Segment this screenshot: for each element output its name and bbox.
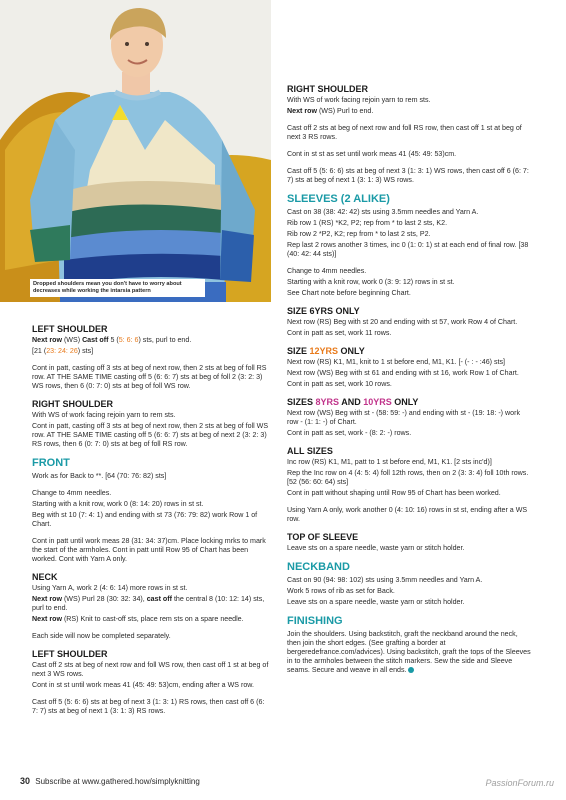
subscribe-link[interactable]: Subscribe at www.gathered.how/simplyknitting: [35, 777, 200, 786]
sweater-photo: [0, 0, 271, 302]
sizes-8-10yrs-heading: SIZES 8YRS AND 10YRS ONLY: [287, 397, 419, 407]
right-shoulder-shaping: Cont in patt, casting off 3 sts at beg of next row, then 2 sts at beg of foll WS row. AT THE SAME TIME casting off 5 (6: 6: 7) sts at beg of next 2 (3: 2: 3) RS rows, then 6 (0: 7: 0) sts at beg of foll RS row.: [32, 422, 269, 448]
sizes-8-10yrs-cont: Cont in patt as set, work - (8: 2: -) rows.: [287, 429, 412, 437]
size-12yrs-heading: SIZE 12YRS ONLY: [287, 346, 365, 356]
end-mark-icon: [408, 667, 414, 673]
right-shoulder-heading: RIGHT SHOULDER: [32, 399, 113, 409]
right-shoulder-2-next-row: Next row (WS) Purl to end.: [287, 107, 374, 115]
right-column: [287, 84, 533, 683]
neck-separately: Each side will now be completed separately.: [32, 632, 171, 640]
left-shoulder-2-heading: LEFT SHOULDER: [32, 649, 108, 659]
left-shoulder-2-st-st: Cont in st st until work meas 41 (45: 49: 53)cm, ending after a WS row.: [32, 681, 254, 689]
photo-caption: Dropped shoulders mean you don't have to worry about decreases while working the intarsia pattern: [30, 279, 205, 297]
size-12yrs-next-row-ws: Next row (WS) Beg with st 61 and ending with st 16, work Row 1 of Chart.: [287, 369, 519, 377]
sleeves-st-st: Starting with a knit row, work 0 (3: 9: 12) rows in st st.: [287, 278, 455, 286]
front-change-needles: Change to 4mm needles.: [32, 489, 112, 497]
right-shoulder-2-final: Cast off 5 (5: 6: 6) sts at beg of next 3 (1: 3: 1) WS rows, then cast off 6 (6: 7: 7) sts at beg of next 1 (3: 1: 3) WS rows.: [287, 167, 529, 184]
sleeves-change-needles: Change to 4mm needles.: [287, 267, 367, 275]
left-shoulder-shaping: Cont in patt, casting off 3 sts at beg of next row, then 2 sts at beg of foll RS row. AT THE SAME TIME casting off 5 (6: 6: 7) sts at beg of foll 2 (3: 2: 3) WS rows, then 6 (0: 7: 0) sts at beg of foll WS row.: [32, 364, 267, 390]
front-intro: Work as for Back to **. [64 (70: 76: 82) sts]: [32, 472, 167, 480]
neckband-cast-on: Cast on 90 (94: 98: 102) sts using 3.5mm needles and Yarn A.: [287, 576, 483, 584]
sleeves-chart-note: See Chart note before beginning Chart.: [287, 289, 411, 297]
all-sizes-heading: ALL SIZES: [287, 446, 333, 456]
sleeves-heading: SLEEVES (2 ALIKE): [287, 193, 390, 205]
finishing-heading: FINISHING: [287, 615, 343, 627]
size-6yrs-cont: Cont in patt as set, work 11 rows.: [287, 329, 392, 337]
right-shoulder-2-rejoin: With WS of work facing rejoin yarn to rem sts.: [287, 96, 431, 104]
watermark: PassionForum.ru: [485, 778, 554, 788]
size-12yrs-next-row-rs: Next row (RS) K1, M1, knit to 1 st before end, M1, K1. [- (- : - :46) sts]: [287, 358, 506, 366]
size-6yrs-next-row: Next row (RS) Beg with st 20 and ending with st 57, work Row 4 of Chart.: [287, 318, 518, 326]
neck-next-row-rs: Next row (RS) Knit to cast-off sts, place rem sts on a spare needle.: [32, 615, 244, 623]
front-st-st: Starting with a knit row, work 0 (8: 14: 20) rows in st st.: [32, 500, 204, 508]
size-12yrs-cont: Cont in patt as set, work 10 rows.: [287, 380, 392, 388]
left-shoulder-heading: LEFT SHOULDER: [32, 324, 108, 334]
left-shoulder-next-row: Next row (WS) Cast off 5 (5: 6: 6) sts, purl to end.: [32, 336, 192, 344]
sleeves-rib-row-2: Rib row 2 *P2, K2; rep from * to last 2 sts, P2.: [287, 230, 431, 238]
all-sizes-rep: Rep the Inc row on 4 (4: 5: 4) foll 12th rows, then on 2 (3: 3: 4) foll 10th rows. [52 (56: 60: 64) sts]: [287, 469, 529, 486]
all-sizes-inc-row: Inc row (RS) K1, M1, patt to 1 st before end, M1, K1. [2 sts inc'd)]: [287, 458, 492, 466]
right-shoulder-2-cast-off: Cast off 2 sts at beg of next row and foll RS row, then cast off 1 st at beg of next 3 RS rows.: [287, 124, 522, 141]
neck-next-row-ws: Next row (WS) Purl 28 (30: 32: 34), cast off the central 8 (10: 12: 14) sts, purl to end.: [32, 595, 265, 612]
left-column: [32, 324, 270, 724]
size-6yrs-heading: SIZE 6YRS ONLY: [287, 306, 360, 316]
all-sizes-cont: Cont in patt without shaping until Row 95 of Chart has been worked.: [287, 489, 501, 497]
neckband-rib: Work 5 rows of rib as set for Back.: [287, 587, 395, 595]
neck-yarn-a: Using Yarn A, work 2 (4: 6: 14) more rows in st st.: [32, 584, 188, 592]
finishing-text: Join the shoulders. Using backstitch, graft the neckband around the neck, then join the short edges. (See grafting a border at bergeredefrance.com/advices). Using backstitch, graft the tops of the Sleeves in to the armholes between the stitch markers. Sew the side and Sleeve seams. Secure and weave in all ends.: [287, 630, 531, 674]
sleeves-cast-on: Cast on 38 (38: 42: 42) sts using 3.5mm needles and Yarn A.: [287, 208, 479, 216]
right-shoulder-2-heading: RIGHT SHOULDER: [287, 84, 368, 94]
top-of-sleeve-heading: TOP OF SLEEVE: [287, 532, 359, 542]
neck-heading: NECK: [32, 572, 58, 582]
page-footer: [20, 776, 200, 786]
right-shoulder-rejoin: With WS of work facing rejoin yarn to rem sts.: [32, 411, 176, 419]
left-shoulder-2-cast-off: Cast off 2 sts at beg of next row and foll WS row, then cast off 1 st at beg of next 3 WS rows.: [32, 661, 269, 678]
left-shoulder-2-final: Cast off 5 (5: 6: 6) sts at beg of next 3 (1: 3: 1) RS rows, then cast off 6 (6: 7: 7) sts at beg of next 1 (3: 1: 3) RS rows.: [32, 698, 265, 715]
front-armholes: Cont in patt until work meas 28 (31: 34: 37)cm. Place locking mrks to mark the start of the armholes. Cont in patt until Row 95 of Chart has been worked. Cont with Yarn A only.: [32, 537, 266, 563]
sizes-8-10yrs-next-row: Next row (WS) Beg with st - (58: 59: -) and ending with st - (19: 18: -) work row - (1: 1: -) of Chart.: [287, 409, 520, 426]
left-shoulder-stitch-count: [21 (23: 24: 26) sts]: [32, 347, 94, 355]
neckband-leave: Leave sts on a spare needle, waste yarn or stitch holder.: [287, 598, 465, 606]
all-sizes-yarn-a: Using Yarn A only, work another 0 (4: 10: 16) rows in st st, ending after a WS row.: [287, 506, 528, 523]
top-of-sleeve-text: Leave sts on a spare needle, waste yarn or stitch holder.: [287, 544, 465, 552]
page-number: 30: [20, 776, 31, 786]
neckband-heading: NECKBAND: [287, 561, 350, 573]
right-shoulder-2-st-st: Cont in st st as set until work meas 41 (45: 49: 53)cm.: [287, 150, 457, 158]
front-chart-row: Beg with st 10 (7: 4: 1) and ending with st 73 (76: 79: 82) work Row 1 of Chart.: [32, 511, 258, 528]
sleeves-rep: Rep last 2 rows another 3 times, inc 0 (1: 0: 1) st at each end of final row. [38 (40: 42: 44 sts)]: [287, 241, 529, 258]
front-heading: FRONT: [32, 457, 70, 469]
sleeves-rib-row-1: Rib row 1 (RS) *K2, P2; rep from * to last 2 sts, K2.: [287, 219, 448, 227]
